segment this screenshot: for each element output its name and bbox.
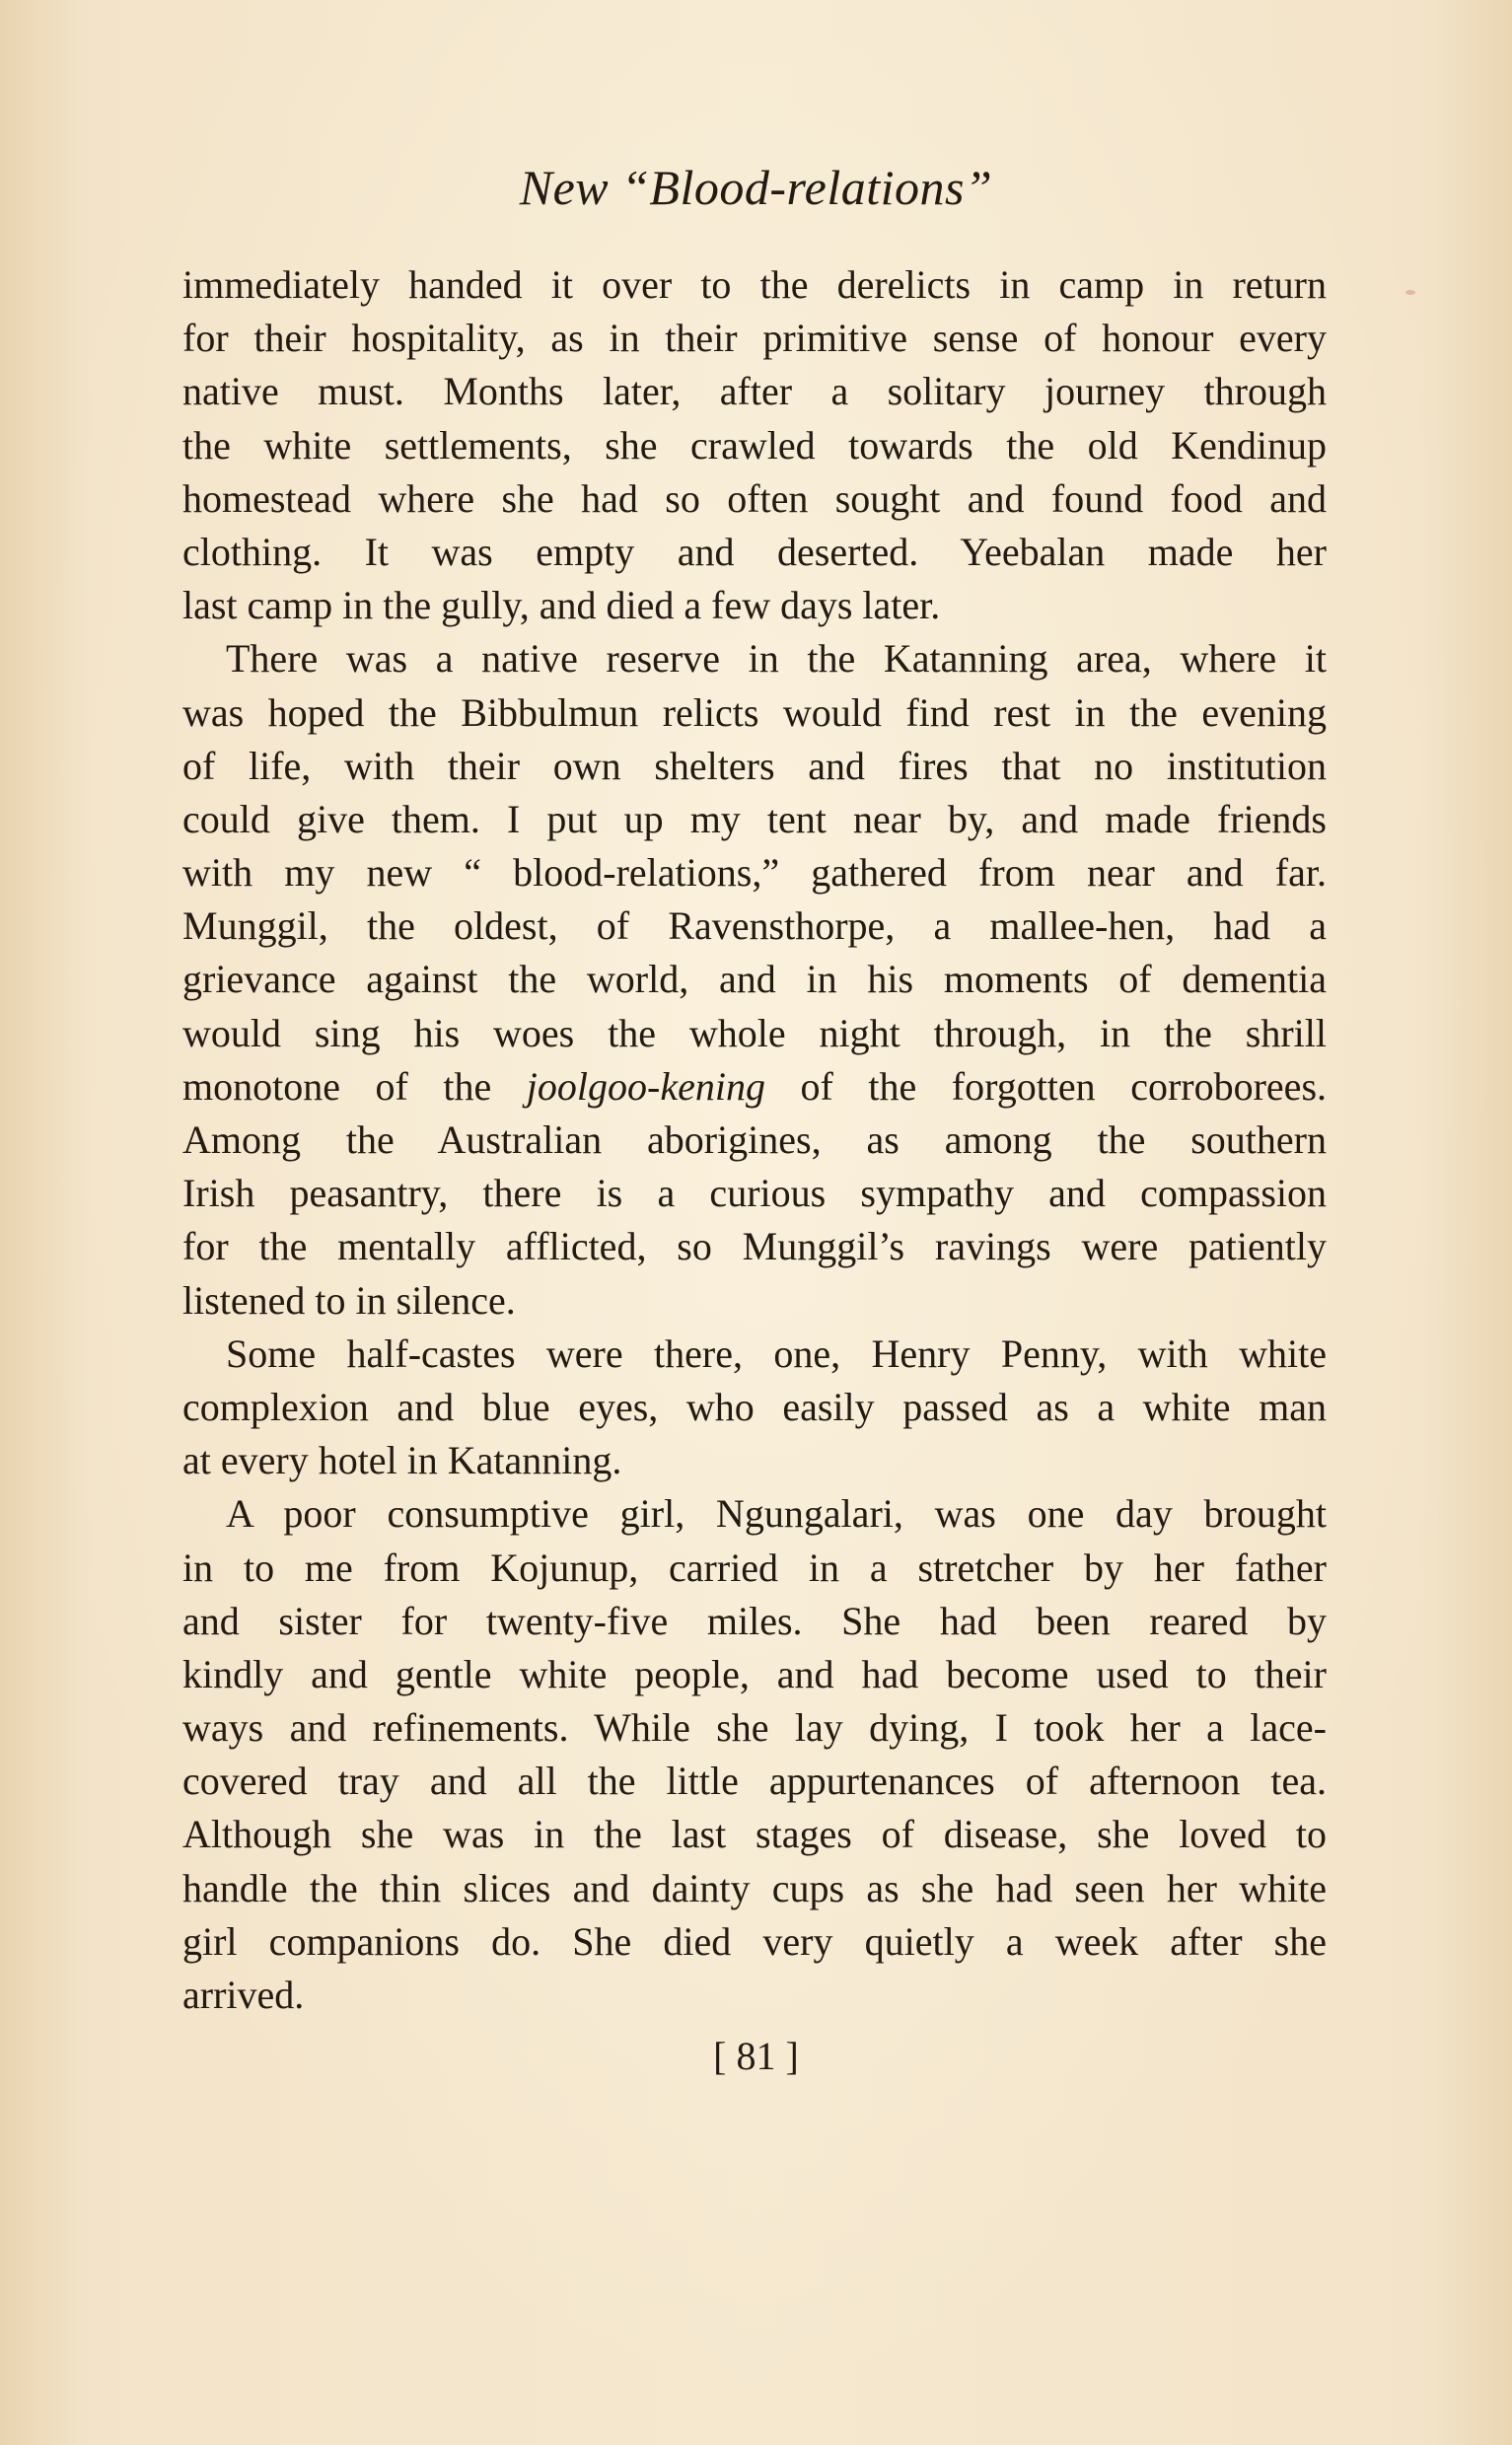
text-line: Some half-castes were there, one, Henry Penny, with white [226, 1330, 1327, 1376]
text-line: for the mentally afflicted, so Munggil’s ravings were patiently [182, 1224, 1327, 1269]
text-line: and sister for twenty-five miles. She had been reared by [182, 1598, 1327, 1643]
italic-term: joolgoo-kening [526, 1063, 765, 1109]
text-line: There was a native reserve in the Katanning area, where it [226, 636, 1327, 682]
body-text [182, 258, 1327, 2022]
text-line: native must. Months later, after a solitary journey through [182, 369, 1327, 414]
text-line: monotone of the joolgoo-kening of the forgotten corroborees. [182, 1063, 1328, 1109]
text-line: last camp in the gully, and died a few days later. [182, 583, 941, 628]
text-line: Munggil, the oldest, of Ravensthorpe, a mallee-hen, had a [182, 903, 1327, 949]
text-line: A poor consumptive girl, Ngungalari, was one day brought [226, 1491, 1327, 1537]
text-line: for their hospitality, as in their primitive sense of honour every [182, 316, 1327, 361]
text-line: handle the thin slices and dainty cups as she had seen her white [182, 1865, 1327, 1910]
text-line: immediately handed it over to the derelicts in camp in return [182, 262, 1327, 307]
text-line: clothing. It was empty and deserted. Yeebalan made her [182, 529, 1327, 574]
text-line: Although she was in the last stages of disease, she loved to [182, 1812, 1327, 1857]
text-line: Among the Australian aborigines, as among the southern [182, 1117, 1327, 1162]
text-line: listened to in silence. [182, 1277, 516, 1323]
text-line: in to me from Kojunup, carried in a stretcher by her father [182, 1545, 1327, 1590]
text-line: girl companions do. She died very quietly a week after she [182, 1918, 1327, 1964]
text-line: arrived. [182, 1973, 305, 2017]
text-line: would sing his woes the whole night through, in the shrill [182, 1010, 1327, 1055]
paper-speck [1405, 290, 1415, 295]
text-line: the white settlements, she crawled towards the old Kendinup [182, 422, 1327, 467]
text-line: covered tray and all the little appurtenances of afternoon tea. [182, 1759, 1327, 1804]
text-line: homestead where she had so often sought and found food and [182, 475, 1327, 521]
text-line: with my new “ blood-relations,” gathered from near and far. [182, 850, 1327, 896]
text-line: could give them. I put up my tent near by, and made friends [182, 796, 1327, 841]
page-number: [ 81 ] [713, 2034, 799, 2078]
text-line: was hoped the Bibbulmun relicts would find rest in the evening [182, 689, 1327, 735]
text-line: complexion and blue eyes, who easily passed as a white man [182, 1384, 1327, 1429]
text-line: Irish peasantry, there is a curious sympathy and compassion [182, 1171, 1327, 1216]
text-line: of life, with their own shelters and fires that no institution [182, 743, 1327, 788]
running-head: New “Blood-relations” [519, 160, 993, 215]
text-line: grievance against the world, and in his moments of dementia [182, 957, 1327, 1002]
text-line: ways and refinements. While she lay dying, I took her a lace- [182, 1705, 1327, 1751]
text-line: at every hotel in Katanning. [182, 1438, 622, 1483]
text-line: kindly and gentle white people, and had become used to their [182, 1651, 1327, 1696]
